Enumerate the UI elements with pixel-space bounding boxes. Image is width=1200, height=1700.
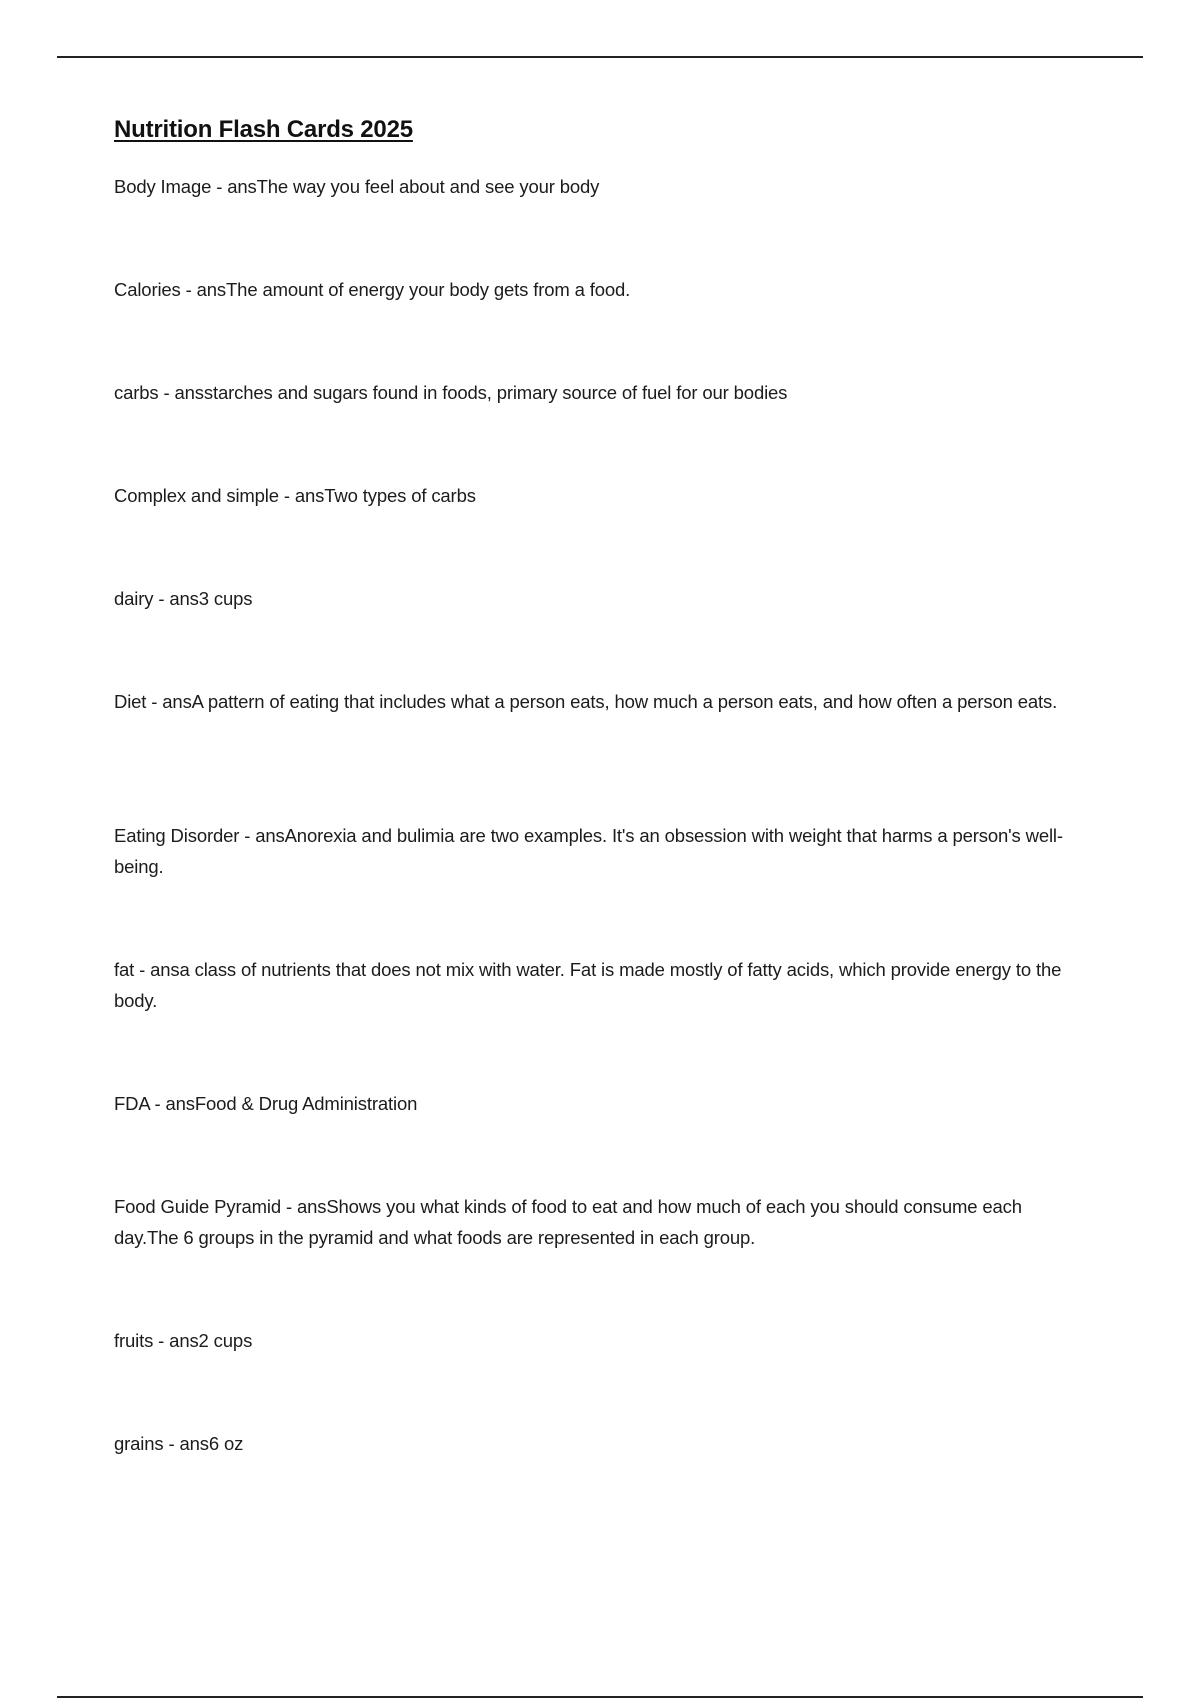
flash-card: Calories - ansThe amount of energy your body gets from a food.: [114, 279, 631, 300]
flash-card: Body Image - ansThe way you feel about and see your body: [114, 176, 600, 197]
flash-card: FDA - ansFood & Drug Administration: [114, 1093, 418, 1114]
top-divider: [57, 56, 1143, 58]
flash-card: Diet - ansA pattern of eating that includes what a person eats, how much a person eats, and how often a person eats.: [114, 691, 1058, 712]
flash-card: Food Guide Pyramid - ansShows you what kinds of food to eat and how much of each you should consume each day.The 6 groups in the pyramid and what foods are represented in each group.: [114, 1196, 1022, 1248]
document-title: Nutrition Flash Cards 2025: [114, 116, 413, 143]
flash-card: carbs - ansstarches and sugars found in foods, primary source of fuel for our bodies: [114, 382, 788, 403]
flash-card: dairy - ans3 cups: [114, 588, 253, 609]
bottom-divider: [57, 1696, 1143, 1698]
flash-card: Complex and simple - ansTwo types of carbs: [114, 485, 476, 506]
flash-card: grains - ans6 oz: [114, 1433, 244, 1454]
flash-card: Eating Disorder - ansAnorexia and bulimia are two examples. It's an obsession with weight that harms a person's well-being.: [114, 825, 1063, 877]
flash-card: fat - ansa class of nutrients that does not mix with water. Fat is made mostly of fatty acids, which provide energy to the body.: [114, 959, 1062, 1011]
flash-card: fruits - ans2 cups: [114, 1330, 253, 1351]
